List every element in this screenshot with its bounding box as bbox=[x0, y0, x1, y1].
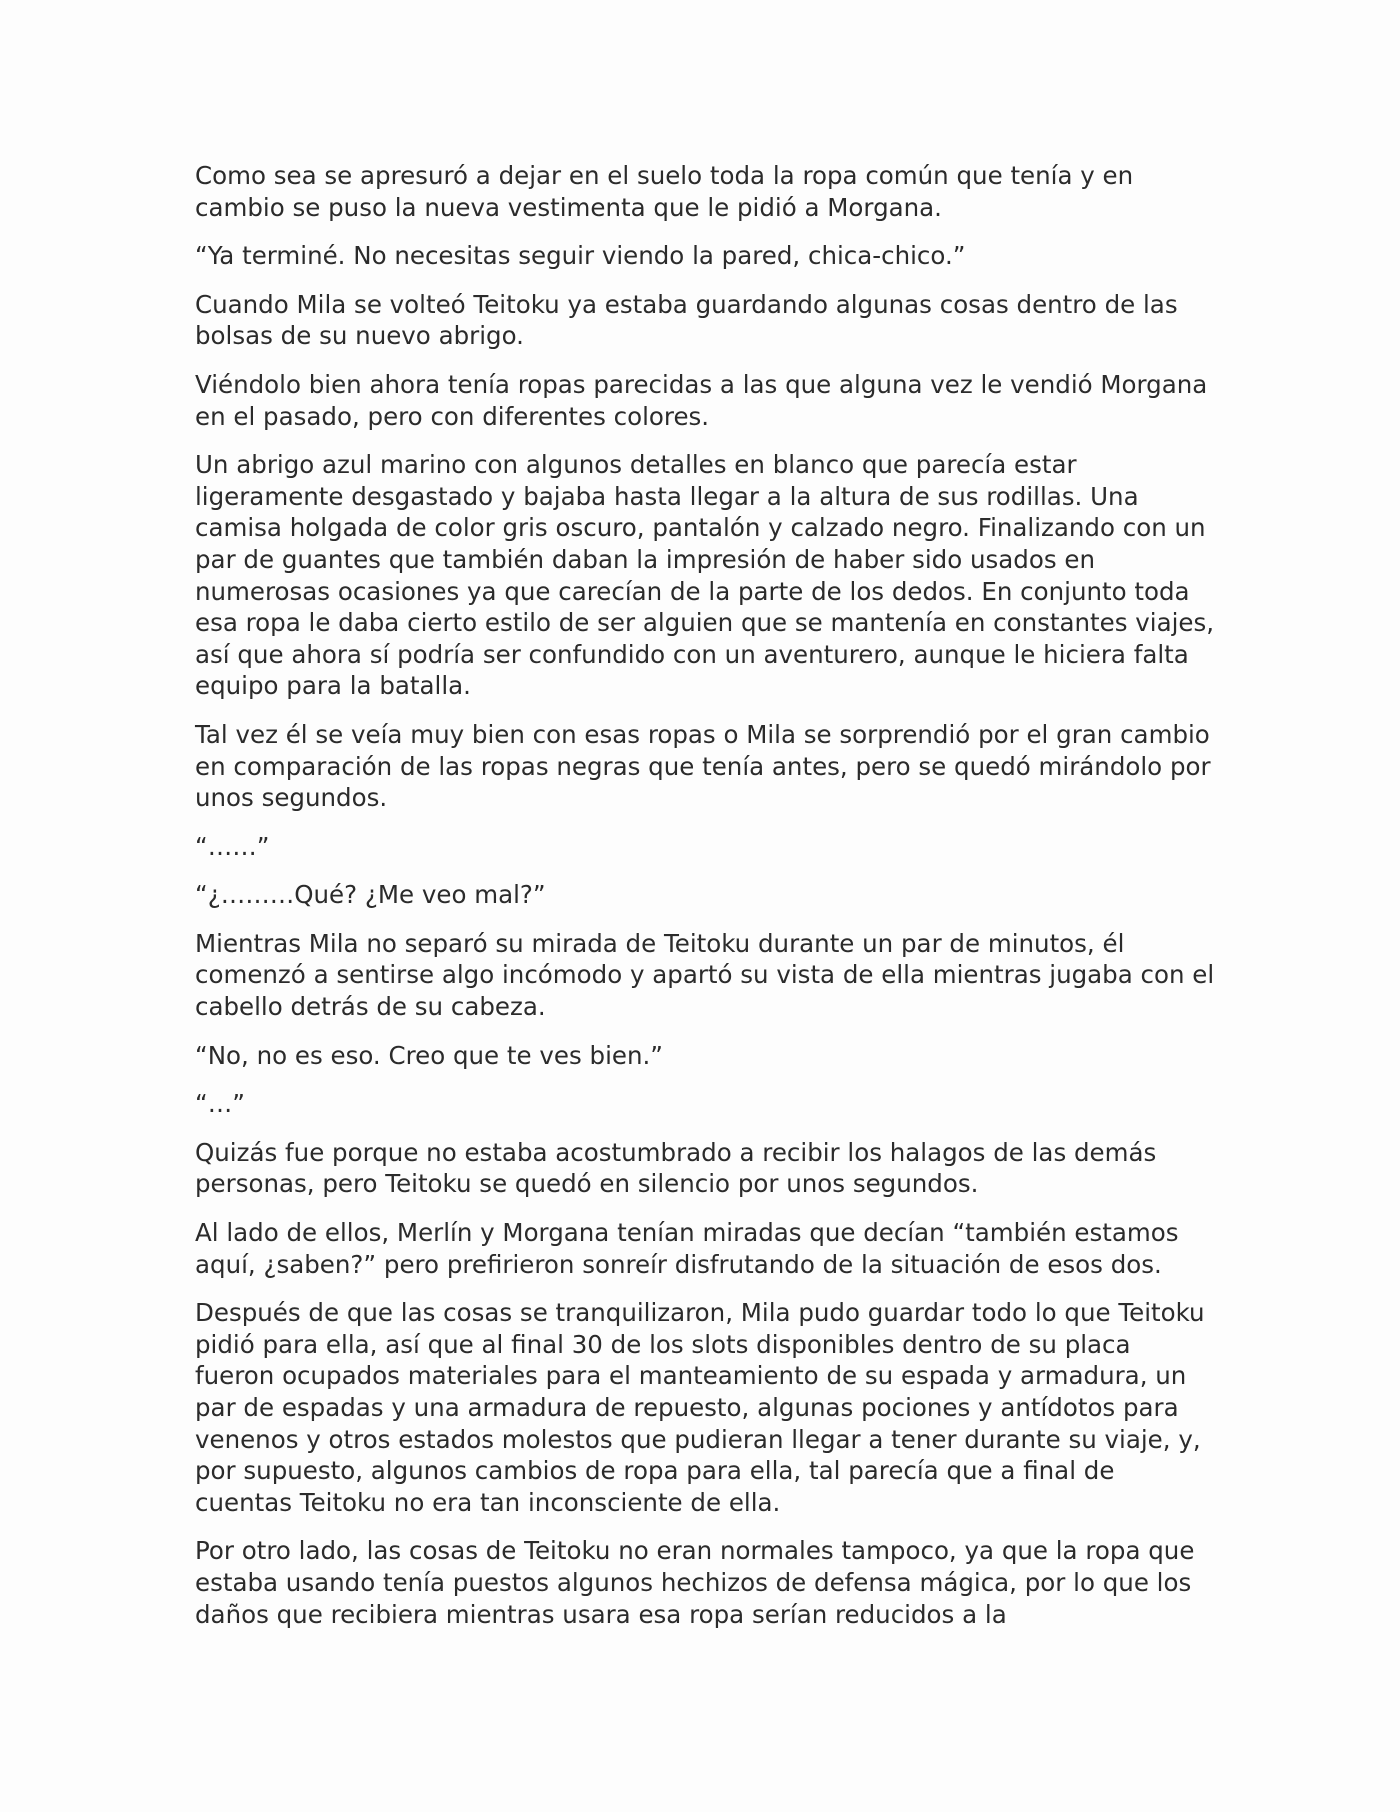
paragraph: Tal vez él se veía muy bien con esas ropas o Mila se sorprendió por el gran cambio en comparación de las ropas negras que tenía antes, pero se quedó mirándolo por unos segundos. bbox=[195, 719, 1211, 813]
paragraph: Como sea se apresuró a dejar en el suelo toda la ropa común que tenía y en cambio se puso la nueva vestimenta que le pidió a Morgana. bbox=[195, 161, 1134, 222]
paragraph: Cuando Mila se volteó Teitoku ya estaba guardando algunas cosas dentro de las bolsas de su nuevo abrigo. bbox=[195, 289, 1178, 351]
paragraph: “…” bbox=[195, 1089, 245, 1119]
paragraph: “Ya terminé. No necesitas seguir viendo la pared, chica-chico.” bbox=[195, 241, 966, 271]
document-body bbox=[195, 160, 1215, 1647]
paragraph: Un abrigo azul marino con algunos detalles en blanco que parecía estar ligeramente desgastado y bajaba hasta llegar a la altura de sus rodillas. Una camisa holgada de color gris oscuro, pantalón y calzado negro. Finalizando con un par de guantes que también daban la impresión de haber sido usados en numerosas ocasiones ya que carecían de la parte de los dedos. En conjunto toda esa ropa le daba cierto estilo de ser alguien que se mantenía en constantes viajes, así que ahora sí podría ser confundido con un aventurero, aunque le hiciera falta equipo para la batalla. bbox=[195, 450, 1215, 701]
paragraph: Después de que las cosas se tranquilizaron, Mila pudo guardar todo lo que Teitoku pidió para ella, así que al final 30 de los slots disponibles dentro de su placa fueron ocupados materiales para el manteamiento de su espada y armadura, un par de espadas y una armadura de repuesto, algunas pociones y antídotos para venenos y otros estados molestos que pudieran llegar a tener durante su viaje, y, por supuesto, algunos cambios de ropa para ella, tal parecía que a final de cuentas Teitoku no era tan inconsciente de ella. bbox=[195, 1298, 1205, 1517]
paragraph: Quizás fue porque no estaba acostumbrado a recibir los halagos de las demás personas, pero Teitoku se quedó en silencio por unos segundos. bbox=[195, 1137, 1157, 1199]
paragraph: Mientras Mila no separó su mirada de Teitoku durante un par de minutos, él comenzó a sentirse algo incómodo y apartó su vista de ella mientras jugaba con el cabello detrás de su cabeza. bbox=[195, 928, 1215, 1022]
paragraph: “……” bbox=[195, 831, 270, 861]
paragraph: Por otro lado, las cosas de Teitoku no eran normales tampoco, ya que la ropa que estaba usando tenía puestos algunos hechizos de defensa mágica, por lo que los daños que recibiera mientras usara esa ropa serían reducidos a la bbox=[195, 1536, 1195, 1629]
paragraph: Al lado de ellos, Merlín y Morgana tenían miradas que decían “también estamos aquí, ¿saben?” pero prefirieron sonreír disfrutando de la situación de esos dos. bbox=[195, 1218, 1179, 1279]
paragraph: “¿………Qué? ¿Me veo mal?” bbox=[195, 880, 546, 910]
paragraph: “No, no es eso. Creo que te ves bien.” bbox=[195, 1040, 663, 1070]
paragraph: Viéndolo bien ahora tenía ropas parecidas a las que alguna vez le vendió Morgana en el pasado, pero con diferentes colores. bbox=[195, 369, 1208, 431]
